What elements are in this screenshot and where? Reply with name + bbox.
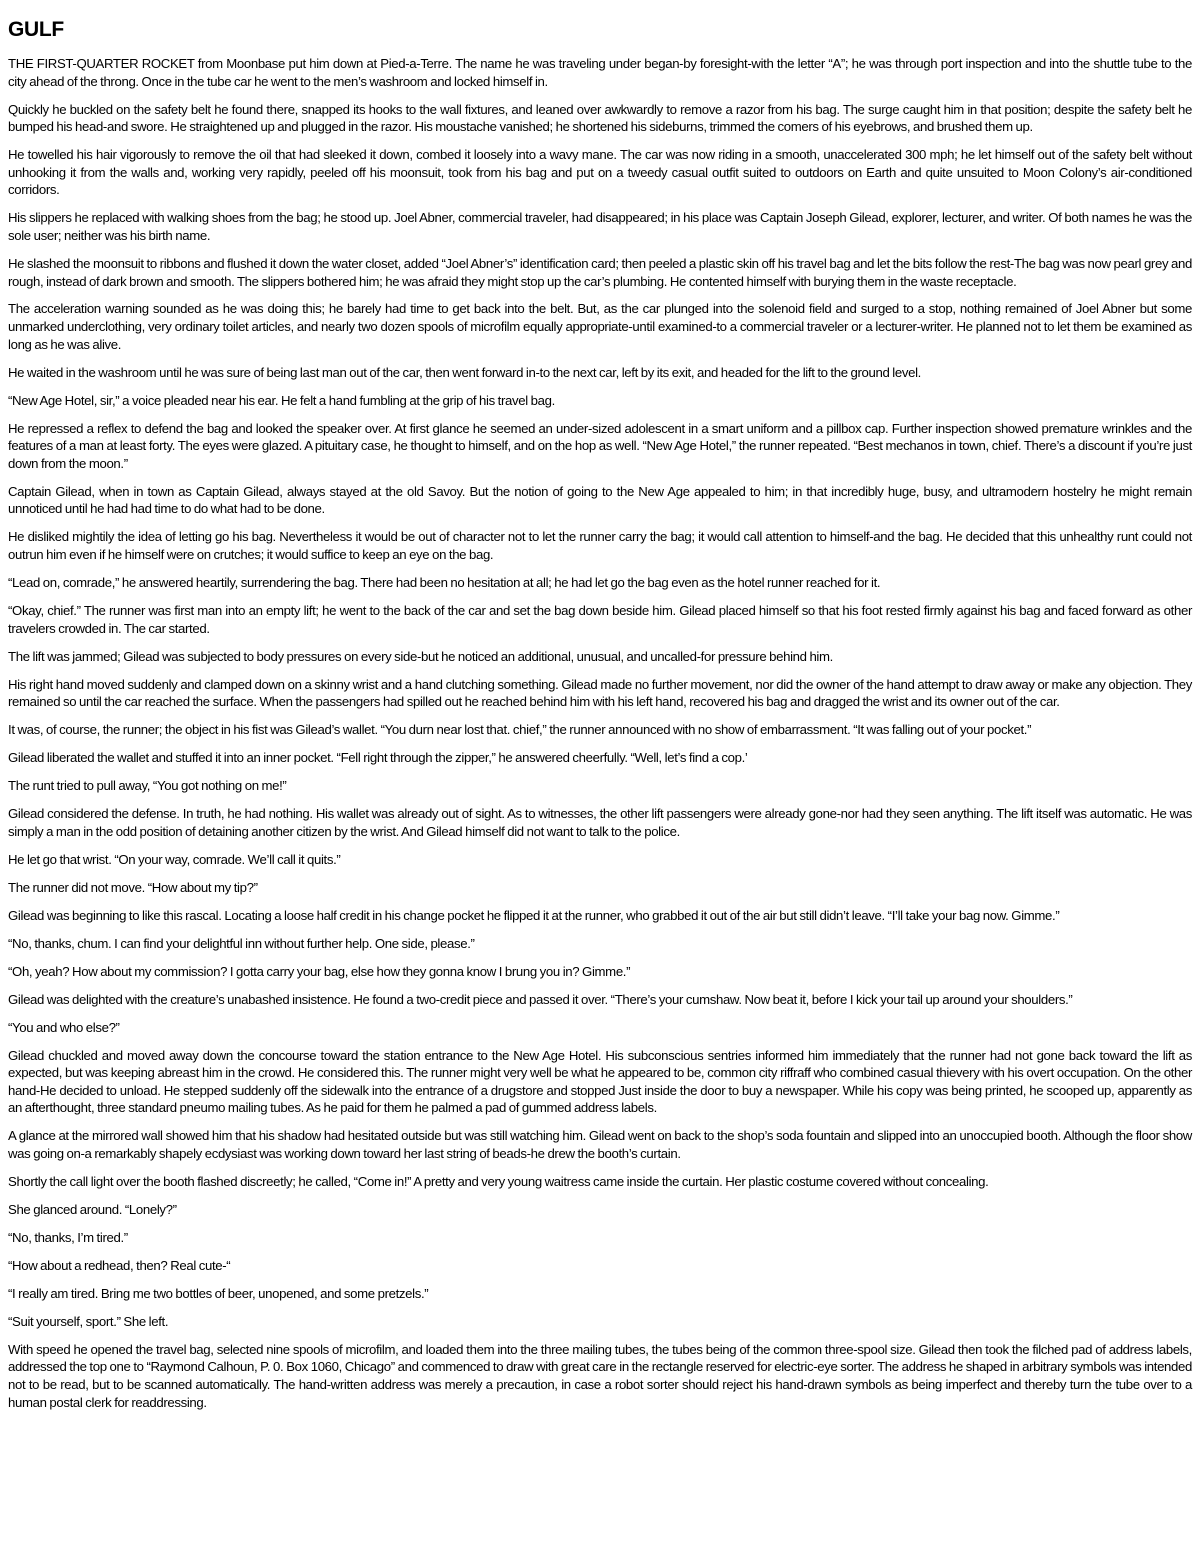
paragraph-4: His slippers he replaced with walking shoes from the bag; he stood up. Joel Abner, commercial traveler, had disappeared; in his place was Captain Joseph Gilead, explorer, lecturer, and writer. Of both names he was the sole user; neither was his birth name. (8, 210, 1192, 243)
paragraph-17: Gilead liberated the wallet and stuffed it into an inner pocket. “Fell right through the zipper,” he answered cheerfully. “Well, let’s find a cop.’ (8, 750, 748, 766)
paragraph-24: “Oh, yeah? How about my commission? I gotta carry your bag, else how they gonna know I brung you in? Gimme.” (8, 963, 631, 979)
paragraph-27: Gilead chuckled and moved away down the concourse toward the station entrance to the New Age Hotel. His subconscious sentries informed him immediately that the runner had not gone back toward the lift as expected, but was keeping abreast him in the crowd. He considered this. The runner might very well be what he appeared to be, common city riffraff who combined casual thievery with his overt occupation. On the other hand-He decided to unload. He stepped suddenly off the sidewalk into the entrance of a drugstore and stopped Just inside the door to buy a newspaper. While his copy was being printed, he scooped up, apparently as an afterthought, three standard pneumo mailing tubes. As he paid for them he palmed a pad of gummed address labels. (8, 1047, 1192, 1116)
paragraph-22: Gilead was beginning to like this rascal. Locating a loose half credit in his change pocket he flipped it at the runner, who grabbed it out of the air but still didn’t leave. “I’ll take your bag now. Gimme.” (8, 907, 1060, 923)
paragraph-13: “Okay, chief.” The runner was first man into an empty lift; he went to the back of the car and set the bag down beside him. Gilead placed himself so that his foot rested firmly against his bag and faced forward as other travelers crowded in. The car started. (8, 602, 1192, 636)
paragraph-3: He towelled his hair vigorously to remove the oil that had sleeked it down, combed it loosely into a wavy mane. The car was now riding in a smooth, unaccelerated 300 mph; he let himself out of the safety belt without unhooking it from the walls and, working very rapidly, peeled off his moonsuit, took from his bag and put on a tweedy casual outfit suited to outdoors on Earth and quite unsuited to Moon Colony’s air-conditioned corridors. (8, 147, 1192, 198)
paragraph-30: She glanced around. “Lonely?” (8, 1201, 177, 1217)
paragraph-18: The runt tried to pull away, “You got nothing on me!” (8, 778, 287, 794)
paragraph-11: He disliked mightily the idea of letting go his bag. Nevertheless it would be out of character not to let the runner carry the bag; it would call attention to himself-and the bag. He decided that this unhealthy runt could not outrun him even if he himself were on crutches; it would suffice to keep an eye on the bag. (8, 529, 1192, 562)
paragraph-20: He let go that wrist. “On your way, comrade. We’ll call it quits.” (8, 851, 341, 867)
paragraph-28: A glance at the mirrored wall showed him that his shadow had hesitated outside but was still watching him. Gilead went on back to the shop’s soda fountain and slipped into an unoccupied booth. Although the floor show was going on-a remarkably shapely ecdysiast was working down toward her last string of beads-he drew the booth’s curtain. (8, 1128, 1192, 1161)
paragraph-32: “How about a redhead, then? Real cute-“ (8, 1257, 231, 1273)
paragraph-25: Gilead was delighted with the creature’s unabashed insistence. He found a two-credit piece and passed it over. “There’s your cumshaw. Now beat it, before I kick your tail up around your shoulders.” (8, 991, 1073, 1007)
paragraph-2: Quickly he buckled on the safety belt he found there, snapped its hooks to the wall fixtures, and leaned over awkwardly to remove a razor from his bag. The surge caught him in that position; despite the safety belt he bumped his head-and swore. He straightened up and plugged in the razor. His moustache vanished; he shortened his sideburns, trimmed the comers of his eyebrows, and brushed them up. (8, 101, 1192, 135)
paragraph-10: Captain Gilead, when in town as Captain Gilead, always stayed at the old Savoy. But the notion of going to the New Age appealed to him; in that incredibly huge, busy, and ultramodern hostelry he might remain unnoticed until he had had time to do what had to be done. (8, 483, 1192, 517)
paragraph-31: “No, thanks, I’m tired.” (8, 1229, 128, 1245)
paragraph-34: “Suit yourself, sport.” She left. (8, 1313, 169, 1329)
paragraph-19: Gilead considered the defense. In truth, he had nothing. His wallet was already out of sight. As to witnesses, the other lift passengers were already gone-nor had they seen anything. The lift itself was automatic. He was simply a man in the odd position of detaining another citizen by the wrist. And Gilead himself did not want to talk to the police. (8, 806, 1192, 839)
paragraph-35: With speed he opened the travel bag, selected nine spools of microfilm, and loaded them into the three mailing tubes, the tubes being of the common three-spool size. Gilead then took the filched pad of address labels, addressed the top one to “Raymond Calhoun, P. 0. Box 1060, Chicago” and commenced to draw with great care in the rectangle reserved for electric-eye sorter. The address he shaped in arbitrary symbols was intended not to be read, but to be scanned automatically. The hand-written address was merely a precaution, in case a robot sorter should reject his hand-drawn symbols as being imperfect and thereby turn the tube over to a human postal clerk for readdressing. (8, 1341, 1192, 1410)
document-title: GULF (8, 18, 64, 41)
paragraph-5: He slashed the moonsuit to ribbons and flushed it down the water closet, added “Joel Abner’s” identification card; then peeled a plastic skin off his travel bag and let the bits follow the rest-The bag was now pearl grey and rough, instead of dark brown and smooth. The slippers bothered him; he was afraid they might stop up the car’s plumbing. He contented himself with burying them in the waste receptacle. (8, 255, 1192, 289)
paragraph-14: The lift was jammed; Gilead was subjected to body pressures on every side-but he noticed an additional, unusual, and uncalled-for pressure behind him. (8, 648, 833, 664)
paragraph-16: It was, of course, the runner; the object in his fist was Gilead’s wallet. “You durn near lost that. chief,” the runner announced with no show of embarrassment. “It was falling out of your pocket.” (8, 722, 1032, 738)
paragraph-7: He waited in the washroom until he was sure of being last man out of the car, then went forward in-to the next car, left by its exit, and headed for the lift to the ground level. (8, 364, 921, 380)
paragraph-33: “I really am tired. Bring me two bottles of beer, unopened, and some pretzels.” (8, 1285, 429, 1301)
paragraph-12: “Lead on, comrade,” he answered heartily, surrendering the bag. There had been no hesitation at all; he had let go the bag even as the hotel runner reached for it. (8, 574, 881, 590)
paragraph-29: Shortly the call light over the booth flashed discreetly; he called, “Come in!” A pretty and very young waitress came inside the curtain. Her plastic costume covered without concealing. (8, 1173, 989, 1189)
document-body (8, 55, 1192, 1411)
paragraph-1: THE FIRST-QUARTER ROCKET from Moonbase put him down at Pied-a-Terre. The name he was traveling under began-by foresight-with the letter “A”; he was through port inspection and into the shuttle tube to the city ahead of the throng. Once in the tube car he went to the men’s washroom and locked himself in. (8, 56, 1192, 89)
paragraph-26: “You and who else?” (8, 1019, 120, 1035)
paragraph-21: The runner did not move. “How about my tip?” (8, 879, 258, 895)
paragraph-23: “No, thanks, chum. I can find your delightful inn without further help. One side, please.” (8, 935, 475, 951)
paragraph-8: “New Age Hotel, sir,” a voice pleaded near his ear. He felt a hand fumbling at the grip of his travel bag. (8, 392, 555, 408)
paragraph-15: His right hand moved suddenly and clamped down on a skinny wrist and a hand clutching something. Gilead made no further movement, nor did the owner of the hand attempt to draw away or make any objection. They remained so until the car reached the surface. When the passengers had spilled out he reached behind him with his left hand, recovered his bag and dragged the wrist and its owner out of the car. (8, 676, 1192, 710)
paragraph-6: The acceleration warning sounded as he was doing this; he barely had time to get back into the belt. But, as the car plunged into the solenoid field and surged to a stop, nothing remained of Joel Abner but some unmarked underclothing, very ordinary toilet articles, and nearly two dozen spools of microfilm equally appropriate-until examined-to a commercial traveler or a lecturer-writer. He planned not to let them be examined as long as he was alive. (8, 301, 1192, 352)
paragraph-9: He repressed a reflex to defend the bag and looked the speaker over. At first glance he seemed an under-sized adolescent in a smart uniform and a pillbox cap. Further inspection showed premature wrinkles and the features of a man at least forty. The eyes were glazed. A pituitary case, he thought to himself, and on the hop as well. “New Age Hotel,” the runner repeated. “Best mechanos in town, chief. There’s a discount if you’re just down from the moon.” (8, 420, 1192, 471)
